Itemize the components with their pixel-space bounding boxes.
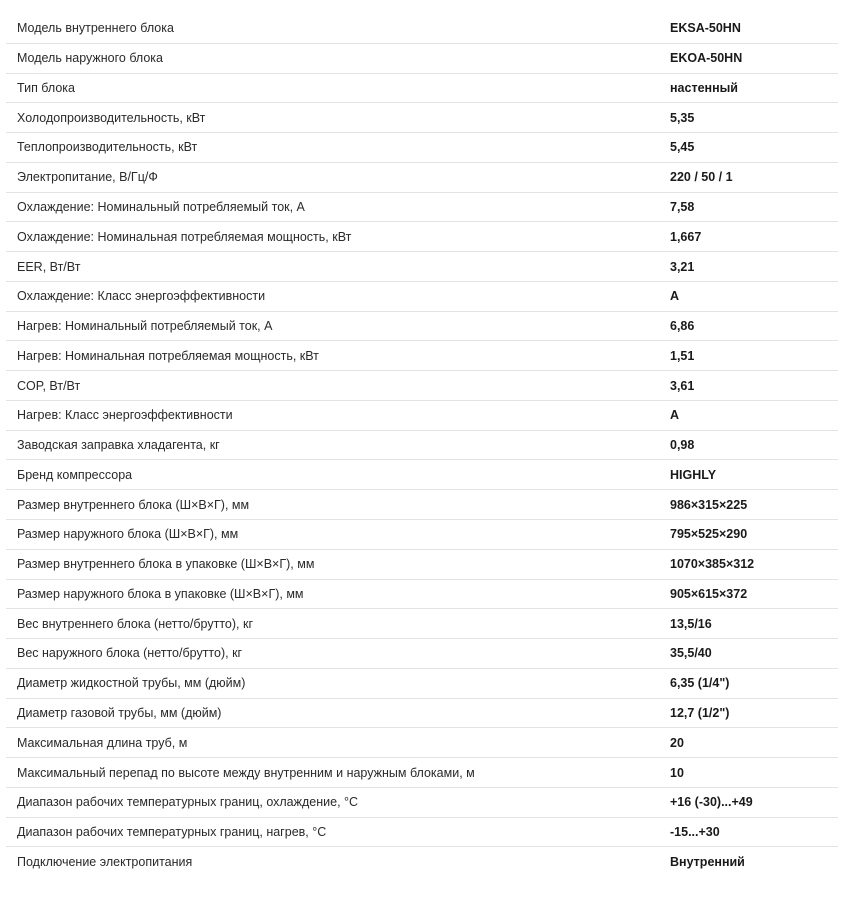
spec-row (6, 133, 838, 163)
spec-value: 986×315×225 (670, 497, 748, 512)
spec-row (6, 44, 838, 74)
spec-label: Вес внутреннего блока (нетто/брутто), кг (17, 616, 254, 631)
spec-row (6, 728, 838, 758)
spec-label: Охлаждение: Номинальная потребляемая мощность, кВт (17, 229, 352, 244)
spec-label: Холодопроизводительность, кВт (17, 110, 206, 125)
spec-label: Вес наружного блока (нетто/брутто), кг (17, 646, 243, 661)
spec-row (6, 401, 838, 431)
spec-value: 6,86 (670, 319, 695, 334)
spec-label: Размер наружного блока (Ш×В×Г), мм (17, 527, 239, 542)
spec-value: A (670, 289, 680, 304)
spec-row (6, 460, 838, 490)
spec-value: 5,35 (670, 110, 695, 125)
spec-row (6, 788, 838, 818)
spec-label: Диапазон рабочих температурных границ, нагрев, °С (17, 825, 327, 840)
spec-row (6, 371, 838, 401)
spec-row (6, 14, 838, 44)
spec-label: Электропитание, В/Гц/Ф (17, 170, 158, 185)
spec-label: Размер внутреннего блока в упаковке (Ш×В×Г), мм (17, 557, 315, 572)
spec-value: 1,667 (670, 229, 702, 244)
spec-row (6, 163, 838, 193)
spec-label: Диапазон рабочих температурных границ, охлаждение, °С (17, 795, 359, 810)
spec-value: 3,21 (670, 259, 695, 274)
spec-value: 13,5/16 (670, 616, 712, 631)
spec-value: +16 (-30)...+49 (670, 795, 753, 810)
spec-label: Модель внутреннего блока (17, 21, 174, 36)
spec-row (6, 282, 838, 312)
spec-value: 0,98 (670, 438, 695, 453)
spec-row (6, 193, 838, 223)
spec-value: A (670, 408, 680, 423)
spec-value: EKOA-50HN (670, 51, 743, 66)
spec-row (6, 520, 838, 550)
spec-value: 1070×385×312 (670, 557, 755, 572)
spec-label: Максимальная длина труб, м (17, 735, 188, 750)
spec-label: Тип блока (17, 80, 75, 95)
spec-row (6, 312, 838, 342)
spec-label: Заводская заправка хладагента, кг (17, 438, 220, 453)
spec-row (6, 639, 838, 669)
spec-row (6, 580, 838, 610)
spec-value: EKSA-50HN (670, 21, 741, 36)
spec-value: 7,58 (670, 199, 695, 214)
spec-label: EER, Вт/Вт (17, 259, 81, 274)
spec-value: 3,61 (670, 378, 695, 393)
spec-label: Максимальный перепад по высоте между внутренним и наружным блоками, м (17, 765, 475, 780)
spec-label: Нагрев: Класс энергоэффективности (17, 408, 233, 423)
spec-value: 220 / 50 / 1 (670, 170, 733, 185)
spec-value: настенный (670, 80, 738, 95)
spec-value: 5,45 (670, 140, 695, 155)
spec-row (6, 252, 838, 282)
spec-label: Размер наружного блока в упаковке (Ш×В×Г), мм (17, 586, 304, 601)
spec-label: Диаметр жидкостной трубы, мм (дюйм) (17, 676, 246, 691)
spec-value: -15...+30 (670, 825, 720, 840)
spec-label: Теплопроизводительность, кВт (17, 140, 198, 155)
spec-value: 6,35 (1/4") (670, 676, 730, 691)
spec-label: Охлаждение: Номинальный потребляемый ток, А (17, 199, 305, 214)
spec-value: 35,5/40 (670, 646, 712, 661)
spec-value: Внутренний (670, 855, 745, 870)
spec-row (6, 490, 838, 520)
spec-label: Нагрев: Номинальный потребляемый ток, А (17, 319, 273, 334)
spec-row (6, 758, 838, 788)
spec-value: 905×615×372 (670, 586, 748, 601)
spec-row (6, 431, 838, 461)
spec-row (6, 669, 838, 699)
spec-row (6, 847, 838, 877)
spec-row (6, 609, 838, 639)
spec-value: 795×525×290 (670, 527, 748, 542)
spec-value: 20 (670, 735, 684, 750)
spec-row (6, 74, 838, 104)
spec-row (6, 341, 838, 371)
spec-row (6, 550, 838, 580)
spec-row (6, 699, 838, 729)
spec-label: Подключение электропитания (17, 855, 193, 870)
spec-table (6, 14, 838, 877)
spec-label: Размер внутреннего блока (Ш×В×Г), мм (17, 497, 250, 512)
spec-label: COP, Вт/Вт (17, 378, 81, 393)
spec-row (6, 222, 838, 252)
spec-label: Бренд компрессора (17, 467, 133, 482)
spec-label: Охлаждение: Класс энергоэффективности (17, 289, 266, 304)
spec-value: HIGHLY (670, 467, 717, 482)
spec-value: 10 (670, 765, 684, 780)
spec-label: Диаметр газовой трубы, мм (дюйм) (17, 705, 222, 720)
spec-row (6, 818, 838, 848)
spec-label: Модель наружного блока (17, 51, 164, 66)
spec-value: 1,51 (670, 348, 695, 363)
spec-value: 12,7 (1/2") (670, 705, 730, 720)
spec-row (6, 103, 838, 133)
spec-label: Нагрев: Номинальная потребляемая мощность, кВт (17, 348, 319, 363)
